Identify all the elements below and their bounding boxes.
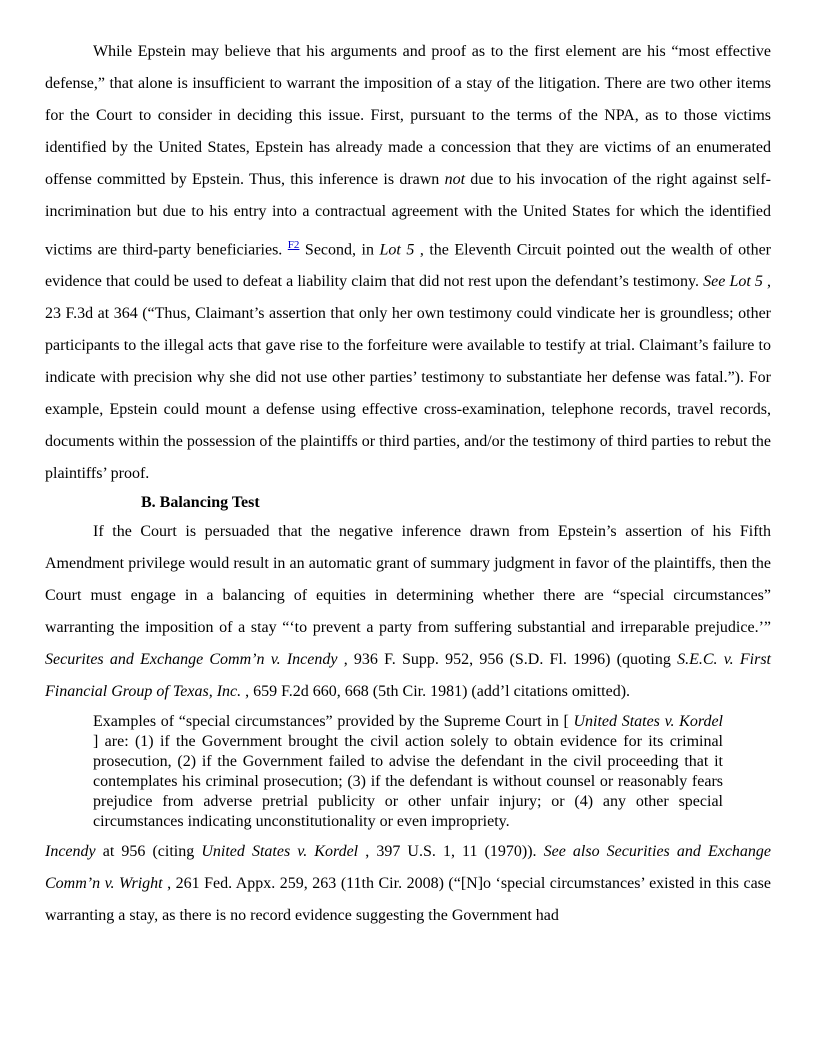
case-cite-lot5: Lot 5: [379, 241, 415, 259]
case-cite-wright: See also Securities and Exchange Comm’n v. Wright: [45, 843, 772, 893]
case-cite-see-lot5: See Lot 5: [703, 273, 763, 291]
paragraph-citation-continuation: Incendy at 956 (citing United States v. Kordel , 397 U.S. 1, 11 (1970)). See also Securities and Exchange Comm’n v. Wright , 261 Fed. Appx. 259, 263 (11th Cir. 2008) (“[N]o ‘special circumstances’ existed in this case warranting a stay, as there is no record evidence suggesting the Government had: [45, 843, 772, 925]
block-quote-special-circumstances: Examples of “special circumstances” provided by the Supreme Court in [ United States v. Kordel ] are: (1) if the Government brought the civil action solely to obtain evidence for its criminal prosecution, (2) if the Government failed to advise the defendant in the civil proceeding that it contemplates his criminal prosecution; (3) if the defendant is without counsel or reasonably fears prejudice from adverse pretrial publicity or other unfair injury; or (4) any other special circumstances indicating unconstitutionality or even impropriety.: [93, 713, 724, 831]
paragraph-balancing: If the Court is persuaded that the negative inference drawn from Epstein’s assertion of his Fifth Amendment privilege would result in an automatic grant of summary judgment in favor of the plaintiffs, then the Court must engage in a balancing of equities in determining whether there are “special circumstances” warranting the imposition of a stay “‘to prevent a party from suffering substantial and irreparable prejudice.’” Securites and Exchange Comm’n v. Incendy , 936 F. Supp. 952, 956 (S.D. Fl. 1996) (quoting S.E.C. v. First Financial Group of Texas, Inc. , 659 F.2d 660, 668 (5th Cir. 1981) (add’l citations omitted).: [45, 523, 771, 701]
case-cite-first-financial: S.E.C. v. First Financial Group of Texas, Inc.: [45, 651, 771, 701]
case-cite-incendy: Securites and Exchange Comm’n v. Incendy: [45, 651, 338, 669]
case-cite-incendy-short: Incendy: [45, 843, 96, 861]
document-page: [45, 36, 771, 932]
case-cite-kordel: United States v. Kordel: [573, 713, 724, 731]
section-heading-balancing-test: B. Balancing Test: [141, 494, 260, 512]
footnote-ref[interactable]: [288, 236, 300, 251]
case-cite-kordel-full: United States v. Kordel: [201, 843, 359, 861]
footnote-link-f2[interactable]: F2: [287, 239, 300, 251]
paragraph-first-element-argument: While Epstein may believe that his arguments and proof as to the first element are his “most effective defense,” that alone is insufficient to warrant the imposition of a stay of the litigation. There are two other items for the Court to consider in deciding this issue. First, pursuant to the terms of the NPA, as to those victims identified by the United States, Epstein has already made a concession that they are victims of an enumerated offense committed by Epstein. Thus, this inference is drawn not due to his invocation of the right against self-incrimination but due to his entry into a contractual agreement with the United States for which the identified victims are third-party beneficiaries. $^{F2}$ Second, in Lot 5 , the Eleventh Circuit pointed out the wealth of other evidence that could be used to defeat a liability claim that did not rest upon the defendant’s testimony. See Lot 5 , 23 F.3d at 364 (“Thus, Claimant’s assertion that only her own testimony could vindicate her is groundless; other participants to the illegal acts that gave rise to the forfeiture were available to testify at trial. Claimant’s failure to indicate with precision why she did not use other parties’ testimony to substantiate her defense was fatal.”). For example, Epstein could mount a defense using effective cross-examination, telephone records, travel records, documents within the possession of the plaintiffs or third parties, and/or the testimony of third parties to rebut the plaintiffs’ proof.: [45, 43, 772, 483]
emphasis-not: not: [444, 171, 466, 188]
